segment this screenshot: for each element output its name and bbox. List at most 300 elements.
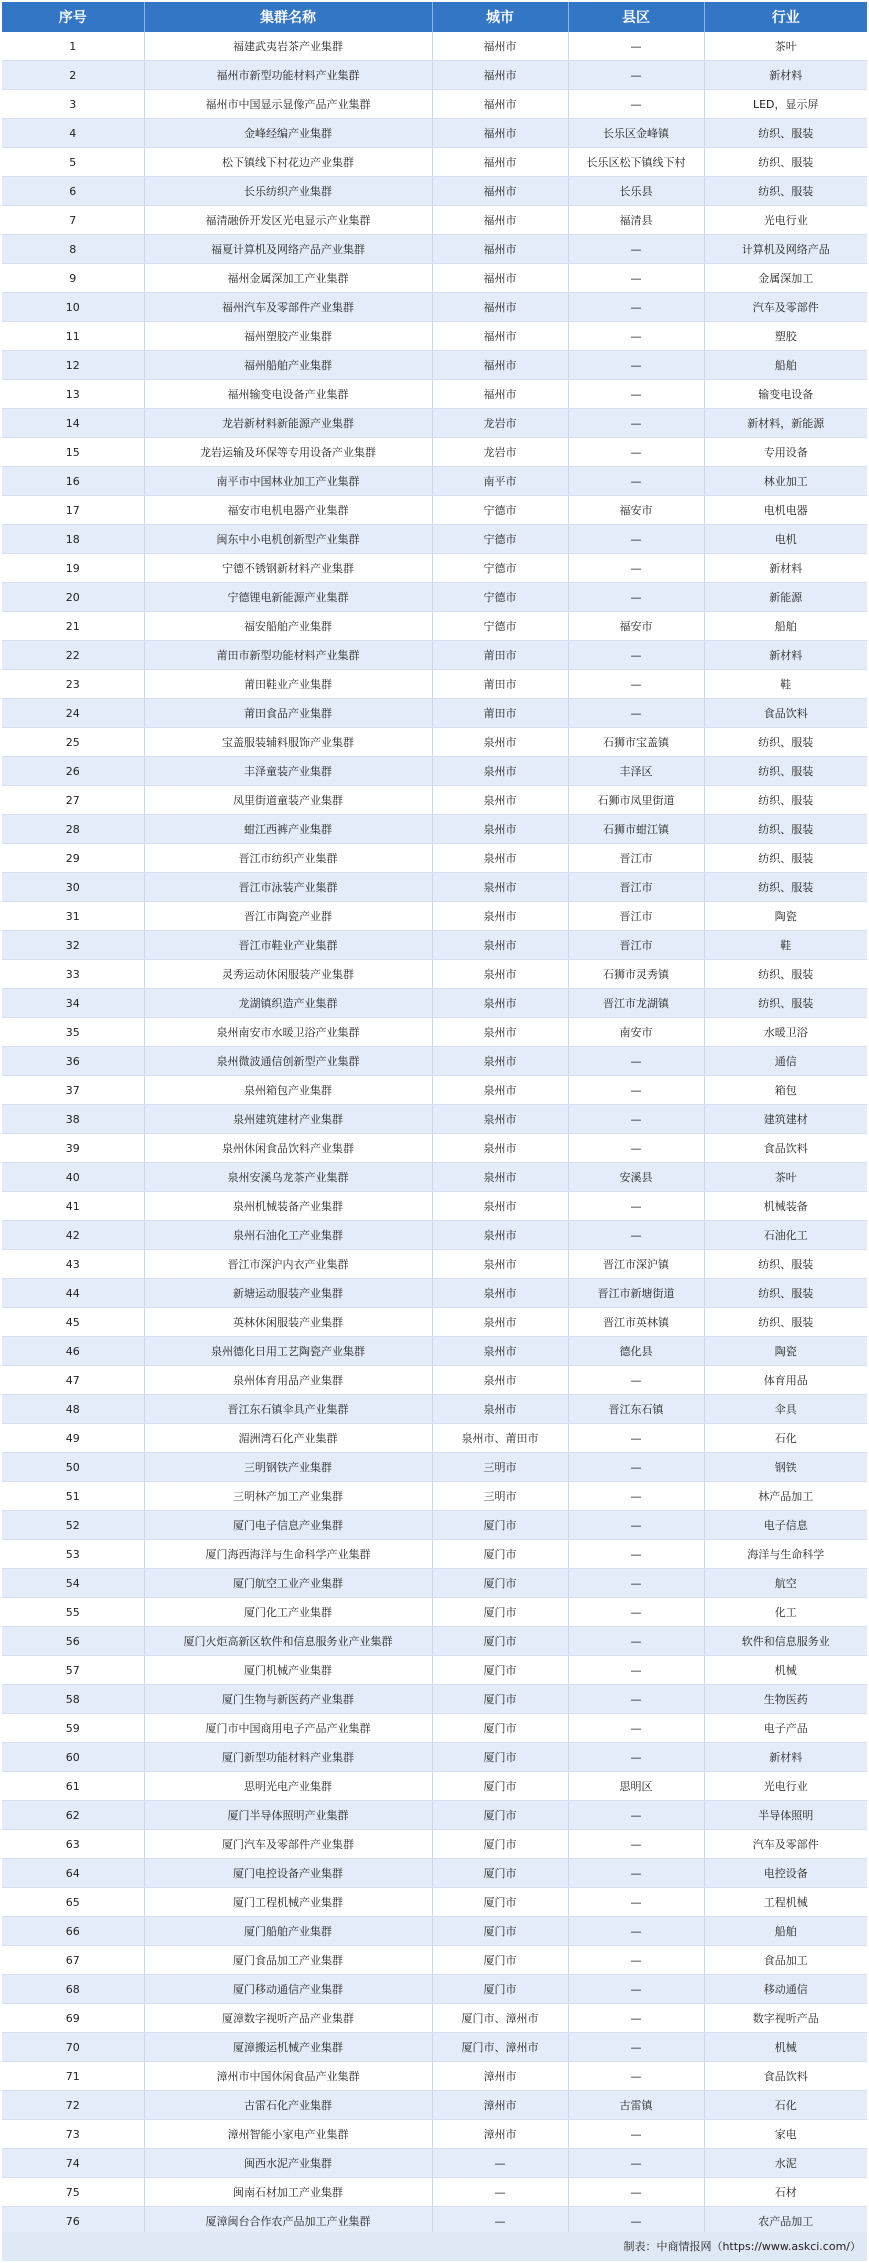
table-row — [2, 496, 867, 525]
cell-industry: 汽车及零部件 — [704, 1830, 867, 1859]
cell-index: 76 — [2, 2207, 144, 2236]
table-row — [2, 1714, 867, 1743]
cell-index: 42 — [2, 1221, 144, 1250]
cell-cluster-name: 宝盖服装辅料服饰产业集群 — [144, 728, 432, 757]
cell-index: 39 — [2, 1134, 144, 1163]
cell-city: 厦门市 — [432, 1685, 568, 1714]
cell-industry: 茶叶 — [704, 32, 867, 61]
table-row — [2, 583, 867, 612]
cell-city: 泉州市 — [432, 873, 568, 902]
cell-cluster-name: 湄洲湾石化产业集群 — [144, 1424, 432, 1453]
cell-industry: 移动通信 — [704, 1975, 867, 2004]
cell-cluster-name: 英林休闲服装产业集群 — [144, 1308, 432, 1337]
table-row — [2, 119, 867, 148]
cell-index: 16 — [2, 467, 144, 496]
cell-district: — — [568, 1511, 704, 1540]
cell-city: 福州市 — [432, 177, 568, 206]
table-row — [2, 2120, 867, 2149]
table-row — [2, 1975, 867, 2004]
cell-index: 41 — [2, 1192, 144, 1221]
cell-industry: 纺织、服装 — [704, 119, 867, 148]
cell-index: 32 — [2, 931, 144, 960]
cell-district: — — [568, 1685, 704, 1714]
cell-industry: 工程机械 — [704, 1888, 867, 1917]
table-row — [2, 1859, 867, 1888]
cell-industry: 化工 — [704, 1598, 867, 1627]
cell-cluster-name: 福州金属深加工产业集群 — [144, 264, 432, 293]
table-row — [2, 1250, 867, 1279]
cell-cluster-name: 凤里街道童装产业集群 — [144, 786, 432, 815]
cell-district: — — [568, 1076, 704, 1105]
cell-cluster-name: 厦门海西海洋与生命科学产业集群 — [144, 1540, 432, 1569]
table-row — [2, 1018, 867, 1047]
cell-industry: 电机电器 — [704, 496, 867, 525]
cell-city: — — [432, 2178, 568, 2207]
cell-cluster-name: 厦门工程机械产业集群 — [144, 1888, 432, 1917]
cell-cluster-name: 晋江东石镇伞具产业集群 — [144, 1395, 432, 1424]
cell-index: 4 — [2, 119, 144, 148]
cell-index: 58 — [2, 1685, 144, 1714]
table-row — [2, 2004, 867, 2033]
cell-cluster-name: 思明光电产业集群 — [144, 1772, 432, 1801]
cell-district: — — [568, 670, 704, 699]
cell-index: 10 — [2, 293, 144, 322]
table-row — [2, 1627, 867, 1656]
cell-district: — — [568, 351, 704, 380]
table-row — [2, 1424, 867, 1453]
cell-city: 福州市 — [432, 235, 568, 264]
cell-district: 晋江东石镇 — [568, 1395, 704, 1424]
cell-industry: 钢铁 — [704, 1453, 867, 1482]
cell-district: — — [568, 32, 704, 61]
cell-district: 安溪县 — [568, 1163, 704, 1192]
table-row — [2, 1453, 867, 1482]
table-row — [2, 2178, 867, 2207]
cell-district: 晋江市 — [568, 931, 704, 960]
cell-industry: 塑胶 — [704, 322, 867, 351]
table-row — [2, 728, 867, 757]
cell-cluster-name: 福州船舶产业集群 — [144, 351, 432, 380]
cell-index: 51 — [2, 1482, 144, 1511]
cell-industry: 船舶 — [704, 612, 867, 641]
cell-district: — — [568, 1453, 704, 1482]
cell-cluster-name: 松下镇线下村花边产业集群 — [144, 148, 432, 177]
cell-city: 宁德市 — [432, 496, 568, 525]
cell-cluster-name: 晋江市纺织产业集群 — [144, 844, 432, 873]
cell-industry: 船舶 — [704, 1917, 867, 1946]
cell-cluster-name: 龙湖镇织造产业集群 — [144, 989, 432, 1018]
table-row — [2, 1685, 867, 1714]
table-row — [2, 1163, 867, 1192]
cell-cluster-name: 福州市新型功能材料产业集群 — [144, 61, 432, 90]
cell-cluster-name: 厦门航空工业产业集群 — [144, 1569, 432, 1598]
cell-city: 福州市 — [432, 206, 568, 235]
table-footer-credit: 制表：中商情报网（https://www.askci.com/） — [2, 2232, 867, 2261]
cell-index: 7 — [2, 206, 144, 235]
cell-district: — — [568, 235, 704, 264]
cell-index: 21 — [2, 612, 144, 641]
cell-industry: 半导体照明 — [704, 1801, 867, 1830]
cell-city: 宁德市 — [432, 554, 568, 583]
cell-index: 63 — [2, 1830, 144, 1859]
cell-industry: 纺织、服装 — [704, 1308, 867, 1337]
cell-industry: 水泥 — [704, 2149, 867, 2178]
cell-industry: 软件和信息服务业 — [704, 1627, 867, 1656]
cell-district: — — [568, 90, 704, 119]
cell-city: 泉州市 — [432, 1366, 568, 1395]
table-row — [2, 2062, 867, 2091]
cell-industry: 纺织、服装 — [704, 844, 867, 873]
table-row — [2, 32, 867, 61]
cell-city: 宁德市 — [432, 583, 568, 612]
cell-index: 68 — [2, 1975, 144, 2004]
cell-index: 43 — [2, 1250, 144, 1279]
cell-district: 晋江市英林镇 — [568, 1308, 704, 1337]
cell-district: 石狮市凤里街道 — [568, 786, 704, 815]
cell-index: 56 — [2, 1627, 144, 1656]
cell-cluster-name: 灵秀运动休闲服装产业集群 — [144, 960, 432, 989]
cell-industry: 海洋与生命科学 — [704, 1540, 867, 1569]
cell-city: 泉州市 — [432, 1047, 568, 1076]
cell-index: 19 — [2, 554, 144, 583]
table-row — [2, 1656, 867, 1685]
cell-district: — — [568, 1482, 704, 1511]
cell-city: 厦门市 — [432, 1569, 568, 1598]
cell-cluster-name: 福清融侨开发区光电显示产业集群 — [144, 206, 432, 235]
cell-index: 2 — [2, 61, 144, 90]
cell-cluster-name: 厦门新型功能材料产业集群 — [144, 1743, 432, 1772]
cell-district: — — [568, 61, 704, 90]
cell-index: 44 — [2, 1279, 144, 1308]
table-row — [2, 1105, 867, 1134]
cell-cluster-name: 厦门移动通信产业集群 — [144, 1975, 432, 2004]
cell-cluster-name: 漳州市中国休闲食品产业集群 — [144, 2062, 432, 2091]
cell-city: 福州市 — [432, 90, 568, 119]
cell-industry: 电子产品 — [704, 1714, 867, 1743]
cell-index: 30 — [2, 873, 144, 902]
cell-district: 晋江市新塘街道 — [568, 1279, 704, 1308]
cell-city: 厦门市 — [432, 1743, 568, 1772]
cell-index: 1 — [2, 32, 144, 61]
cell-city: 厦门市、漳州市 — [432, 2004, 568, 2033]
cell-cluster-name: 厦门食品加工产业集群 — [144, 1946, 432, 1975]
table-row — [2, 1598, 867, 1627]
table-row — [2, 815, 867, 844]
cell-index: 47 — [2, 1366, 144, 1395]
cell-index: 62 — [2, 1801, 144, 1830]
cell-district: — — [568, 322, 704, 351]
cell-cluster-name: 闽西水泥产业集群 — [144, 2149, 432, 2178]
table-container — [2, 2, 867, 2236]
cell-industry: 纺织、服装 — [704, 177, 867, 206]
cell-industry: 农产品加工 — [704, 2207, 867, 2236]
cell-city: 厦门市 — [432, 1656, 568, 1685]
cell-industry: 食品饮料 — [704, 2062, 867, 2091]
cell-cluster-name: 泉州体育用品产业集群 — [144, 1366, 432, 1395]
cell-industry: 新材料 — [704, 641, 867, 670]
cell-cluster-name: 晋江市鞋业产业集群 — [144, 931, 432, 960]
cell-index: 18 — [2, 525, 144, 554]
cell-city: 泉州市 — [432, 728, 568, 757]
cell-industry: 输变电设备 — [704, 380, 867, 409]
cell-index: 20 — [2, 583, 144, 612]
cell-city: 泉州市 — [432, 1337, 568, 1366]
cell-index: 15 — [2, 438, 144, 467]
cell-index: 65 — [2, 1888, 144, 1917]
cell-city: 泉州市 — [432, 1221, 568, 1250]
cell-district: — — [568, 1830, 704, 1859]
cell-city: 龙岩市 — [432, 438, 568, 467]
cell-city: 泉州市 — [432, 931, 568, 960]
table-row — [2, 757, 867, 786]
cell-cluster-name: 莆田食品产业集群 — [144, 699, 432, 728]
table-row — [2, 670, 867, 699]
table-row — [2, 1772, 867, 1801]
cell-city: 厦门市 — [432, 1772, 568, 1801]
cell-index: 13 — [2, 380, 144, 409]
table-row — [2, 1047, 867, 1076]
cell-city: 莆田市 — [432, 699, 568, 728]
cell-district: 晋江市 — [568, 902, 704, 931]
header-city: 城市 — [432, 2, 568, 32]
cell-cluster-name: 莆田鞋业产业集群 — [144, 670, 432, 699]
cell-city: 厦门市 — [432, 1830, 568, 1859]
cell-city: 龙岩市 — [432, 409, 568, 438]
cell-district: — — [568, 264, 704, 293]
table-row — [2, 206, 867, 235]
cell-cluster-name: 厦门生物与新医药产业集群 — [144, 1685, 432, 1714]
cell-cluster-name: 福建武夷岩茶产业集群 — [144, 32, 432, 61]
cell-district: — — [568, 1917, 704, 1946]
cell-index: 75 — [2, 2178, 144, 2207]
cell-index: 69 — [2, 2004, 144, 2033]
cell-city: — — [432, 2149, 568, 2178]
cell-industry: 箱包 — [704, 1076, 867, 1105]
cell-district: — — [568, 467, 704, 496]
cell-cluster-name: 宁德锂电新能源产业集群 — [144, 583, 432, 612]
cell-cluster-name: 古雷石化产业集群 — [144, 2091, 432, 2120]
cell-index: 8 — [2, 235, 144, 264]
cell-industry: 光电行业 — [704, 1772, 867, 1801]
cell-industry: 食品饮料 — [704, 1134, 867, 1163]
cell-city: 三明市 — [432, 1453, 568, 1482]
cell-district: — — [568, 2120, 704, 2149]
cell-index: 61 — [2, 1772, 144, 1801]
cell-district: 晋江市 — [568, 844, 704, 873]
cell-district: — — [568, 2149, 704, 2178]
cell-cluster-name: 泉州南安市水暖卫浴产业集群 — [144, 1018, 432, 1047]
cell-cluster-name: 福州汽车及零部件产业集群 — [144, 293, 432, 322]
cell-city: 厦门市 — [432, 1714, 568, 1743]
cell-cluster-name: 厦漳搬运机械产业集群 — [144, 2033, 432, 2062]
cell-index: 3 — [2, 90, 144, 119]
cell-city: 漳州市 — [432, 2091, 568, 2120]
cell-cluster-name: 莆田市新型功能材料产业集群 — [144, 641, 432, 670]
cell-district: 晋江市龙湖镇 — [568, 989, 704, 1018]
cell-cluster-name: 泉州安溪乌龙茶产业集群 — [144, 1163, 432, 1192]
cell-industry: LED，显示屏 — [704, 90, 867, 119]
cell-district: — — [568, 2207, 704, 2236]
cell-district: 古雷镇 — [568, 2091, 704, 2120]
table-row — [2, 1308, 867, 1337]
cell-district: — — [568, 1366, 704, 1395]
header-industry: 行业 — [704, 2, 867, 32]
cell-district: 石狮市灵秀镇 — [568, 960, 704, 989]
table-row — [2, 1830, 867, 1859]
cell-index: 64 — [2, 1859, 144, 1888]
table-row — [2, 1221, 867, 1250]
cell-index: 40 — [2, 1163, 144, 1192]
cell-district: 石狮市宝盖镇 — [568, 728, 704, 757]
table-header-row — [2, 2, 867, 32]
cell-index: 36 — [2, 1047, 144, 1076]
table-row — [2, 1801, 867, 1830]
cell-district: — — [568, 1975, 704, 2004]
cell-city: 泉州市 — [432, 1163, 568, 1192]
cell-index: 38 — [2, 1105, 144, 1134]
cell-district: — — [568, 1598, 704, 1627]
cell-industry: 新材料，新能源 — [704, 409, 867, 438]
cell-district: 德化县 — [568, 1337, 704, 1366]
table-row — [2, 1917, 867, 1946]
cell-district: — — [568, 2033, 704, 2062]
cell-city: 厦门市 — [432, 1598, 568, 1627]
industry-cluster-table — [2, 2, 867, 2236]
cell-district: — — [568, 554, 704, 583]
cell-index: 37 — [2, 1076, 144, 1105]
cell-city: 福州市 — [432, 32, 568, 61]
header-district: 县区 — [568, 2, 704, 32]
table-row — [2, 1279, 867, 1308]
cell-district: 福安市 — [568, 496, 704, 525]
cell-city: 厦门市 — [432, 1859, 568, 1888]
cell-cluster-name: 新塘运动服装产业集群 — [144, 1279, 432, 1308]
cell-city: 福州市 — [432, 293, 568, 322]
cell-index: 23 — [2, 670, 144, 699]
cell-index: 54 — [2, 1569, 144, 1598]
cell-city: 泉州市 — [432, 757, 568, 786]
cell-city: 泉州市 — [432, 1308, 568, 1337]
cell-index: 60 — [2, 1743, 144, 1772]
cell-index: 34 — [2, 989, 144, 1018]
cell-city: 福州市 — [432, 119, 568, 148]
table-row — [2, 699, 867, 728]
cell-index: 25 — [2, 728, 144, 757]
cell-industry: 纺织、服装 — [704, 960, 867, 989]
cell-district: — — [568, 438, 704, 467]
cell-cluster-name: 福夏计算机及网络产品产业集群 — [144, 235, 432, 264]
cell-cluster-name: 闽南石材加工产业集群 — [144, 2178, 432, 2207]
cell-index: 73 — [2, 2120, 144, 2149]
cell-index: 59 — [2, 1714, 144, 1743]
table-row — [2, 1743, 867, 1772]
cell-cluster-name: 漳州智能小家电产业集群 — [144, 2120, 432, 2149]
cell-industry: 陶瓷 — [704, 902, 867, 931]
table-row — [2, 844, 867, 873]
cell-cluster-name: 闽东中小电机创新型产业集群 — [144, 525, 432, 554]
cell-city: 福州市 — [432, 264, 568, 293]
cell-cluster-name: 泉州休闲食品饮料产业集群 — [144, 1134, 432, 1163]
cell-district: — — [568, 1859, 704, 1888]
cell-city: 福州市 — [432, 322, 568, 351]
table-row — [2, 467, 867, 496]
table-row — [2, 235, 867, 264]
table-row — [2, 1888, 867, 1917]
cell-district: 长乐区金峰镇 — [568, 119, 704, 148]
cell-city: 厦门市 — [432, 1627, 568, 1656]
cell-cluster-name: 厦门机械产业集群 — [144, 1656, 432, 1685]
cell-index: 55 — [2, 1598, 144, 1627]
table-body — [2, 32, 867, 2236]
cell-cluster-name: 福安船舶产业集群 — [144, 612, 432, 641]
table-row — [2, 1134, 867, 1163]
cell-cluster-name: 泉州石油化工产业集群 — [144, 1221, 432, 1250]
cell-industry: 新材料 — [704, 61, 867, 90]
cell-city: 泉州市 — [432, 786, 568, 815]
table-row — [2, 438, 867, 467]
cell-index: 5 — [2, 148, 144, 177]
cell-cluster-name: 龙岩运输及环保等专用设备产业集群 — [144, 438, 432, 467]
cell-district: — — [568, 1424, 704, 1453]
cell-district: 福清县 — [568, 206, 704, 235]
cell-city: 福州市 — [432, 351, 568, 380]
cell-district: 石狮市蚶江镇 — [568, 815, 704, 844]
cell-city: 莆田市 — [432, 670, 568, 699]
cell-industry: 伞具 — [704, 1395, 867, 1424]
cell-cluster-name: 长乐纺织产业集群 — [144, 177, 432, 206]
cell-district: — — [568, 1946, 704, 1975]
cell-district: — — [568, 1714, 704, 1743]
cell-industry: 专用设备 — [704, 438, 867, 467]
cell-cluster-name: 泉州微波通信创新型产业集群 — [144, 1047, 432, 1076]
cell-city: 泉州市 — [432, 960, 568, 989]
table-row — [2, 322, 867, 351]
cell-industry: 陶瓷 — [704, 1337, 867, 1366]
cell-industry: 船舶 — [704, 351, 867, 380]
cell-industry: 纺织、服装 — [704, 989, 867, 1018]
cell-cluster-name: 三明钢铁产业集群 — [144, 1453, 432, 1482]
cell-district: — — [568, 293, 704, 322]
cell-district: 丰泽区 — [568, 757, 704, 786]
table-row — [2, 786, 867, 815]
cell-index: 52 — [2, 1511, 144, 1540]
table-row — [2, 902, 867, 931]
table-row — [2, 2149, 867, 2178]
cell-city: 泉州市 — [432, 902, 568, 931]
cell-index: 28 — [2, 815, 144, 844]
cell-district: 南安市 — [568, 1018, 704, 1047]
table-row — [2, 989, 867, 1018]
cell-industry: 林业加工 — [704, 467, 867, 496]
cell-city: 泉州市 — [432, 815, 568, 844]
cell-industry: 电控设备 — [704, 1859, 867, 1888]
cell-industry: 新能源 — [704, 583, 867, 612]
cell-city: 宁德市 — [432, 612, 568, 641]
cell-industry: 机械 — [704, 2033, 867, 2062]
cell-city: 宁德市 — [432, 525, 568, 554]
cell-city: 厦门市 — [432, 1917, 568, 1946]
cell-city: 厦门市 — [432, 1975, 568, 2004]
cell-industry: 通信 — [704, 1047, 867, 1076]
cell-cluster-name: 厦门市中国商用电子产品产业集群 — [144, 1714, 432, 1743]
cell-index: 71 — [2, 2062, 144, 2091]
cell-index: 46 — [2, 1337, 144, 1366]
cell-index: 49 — [2, 1424, 144, 1453]
cell-industry: 鞋 — [704, 931, 867, 960]
cell-city: 泉州市、莆田市 — [432, 1424, 568, 1453]
table-row — [2, 148, 867, 177]
cell-industry: 石材 — [704, 2178, 867, 2207]
